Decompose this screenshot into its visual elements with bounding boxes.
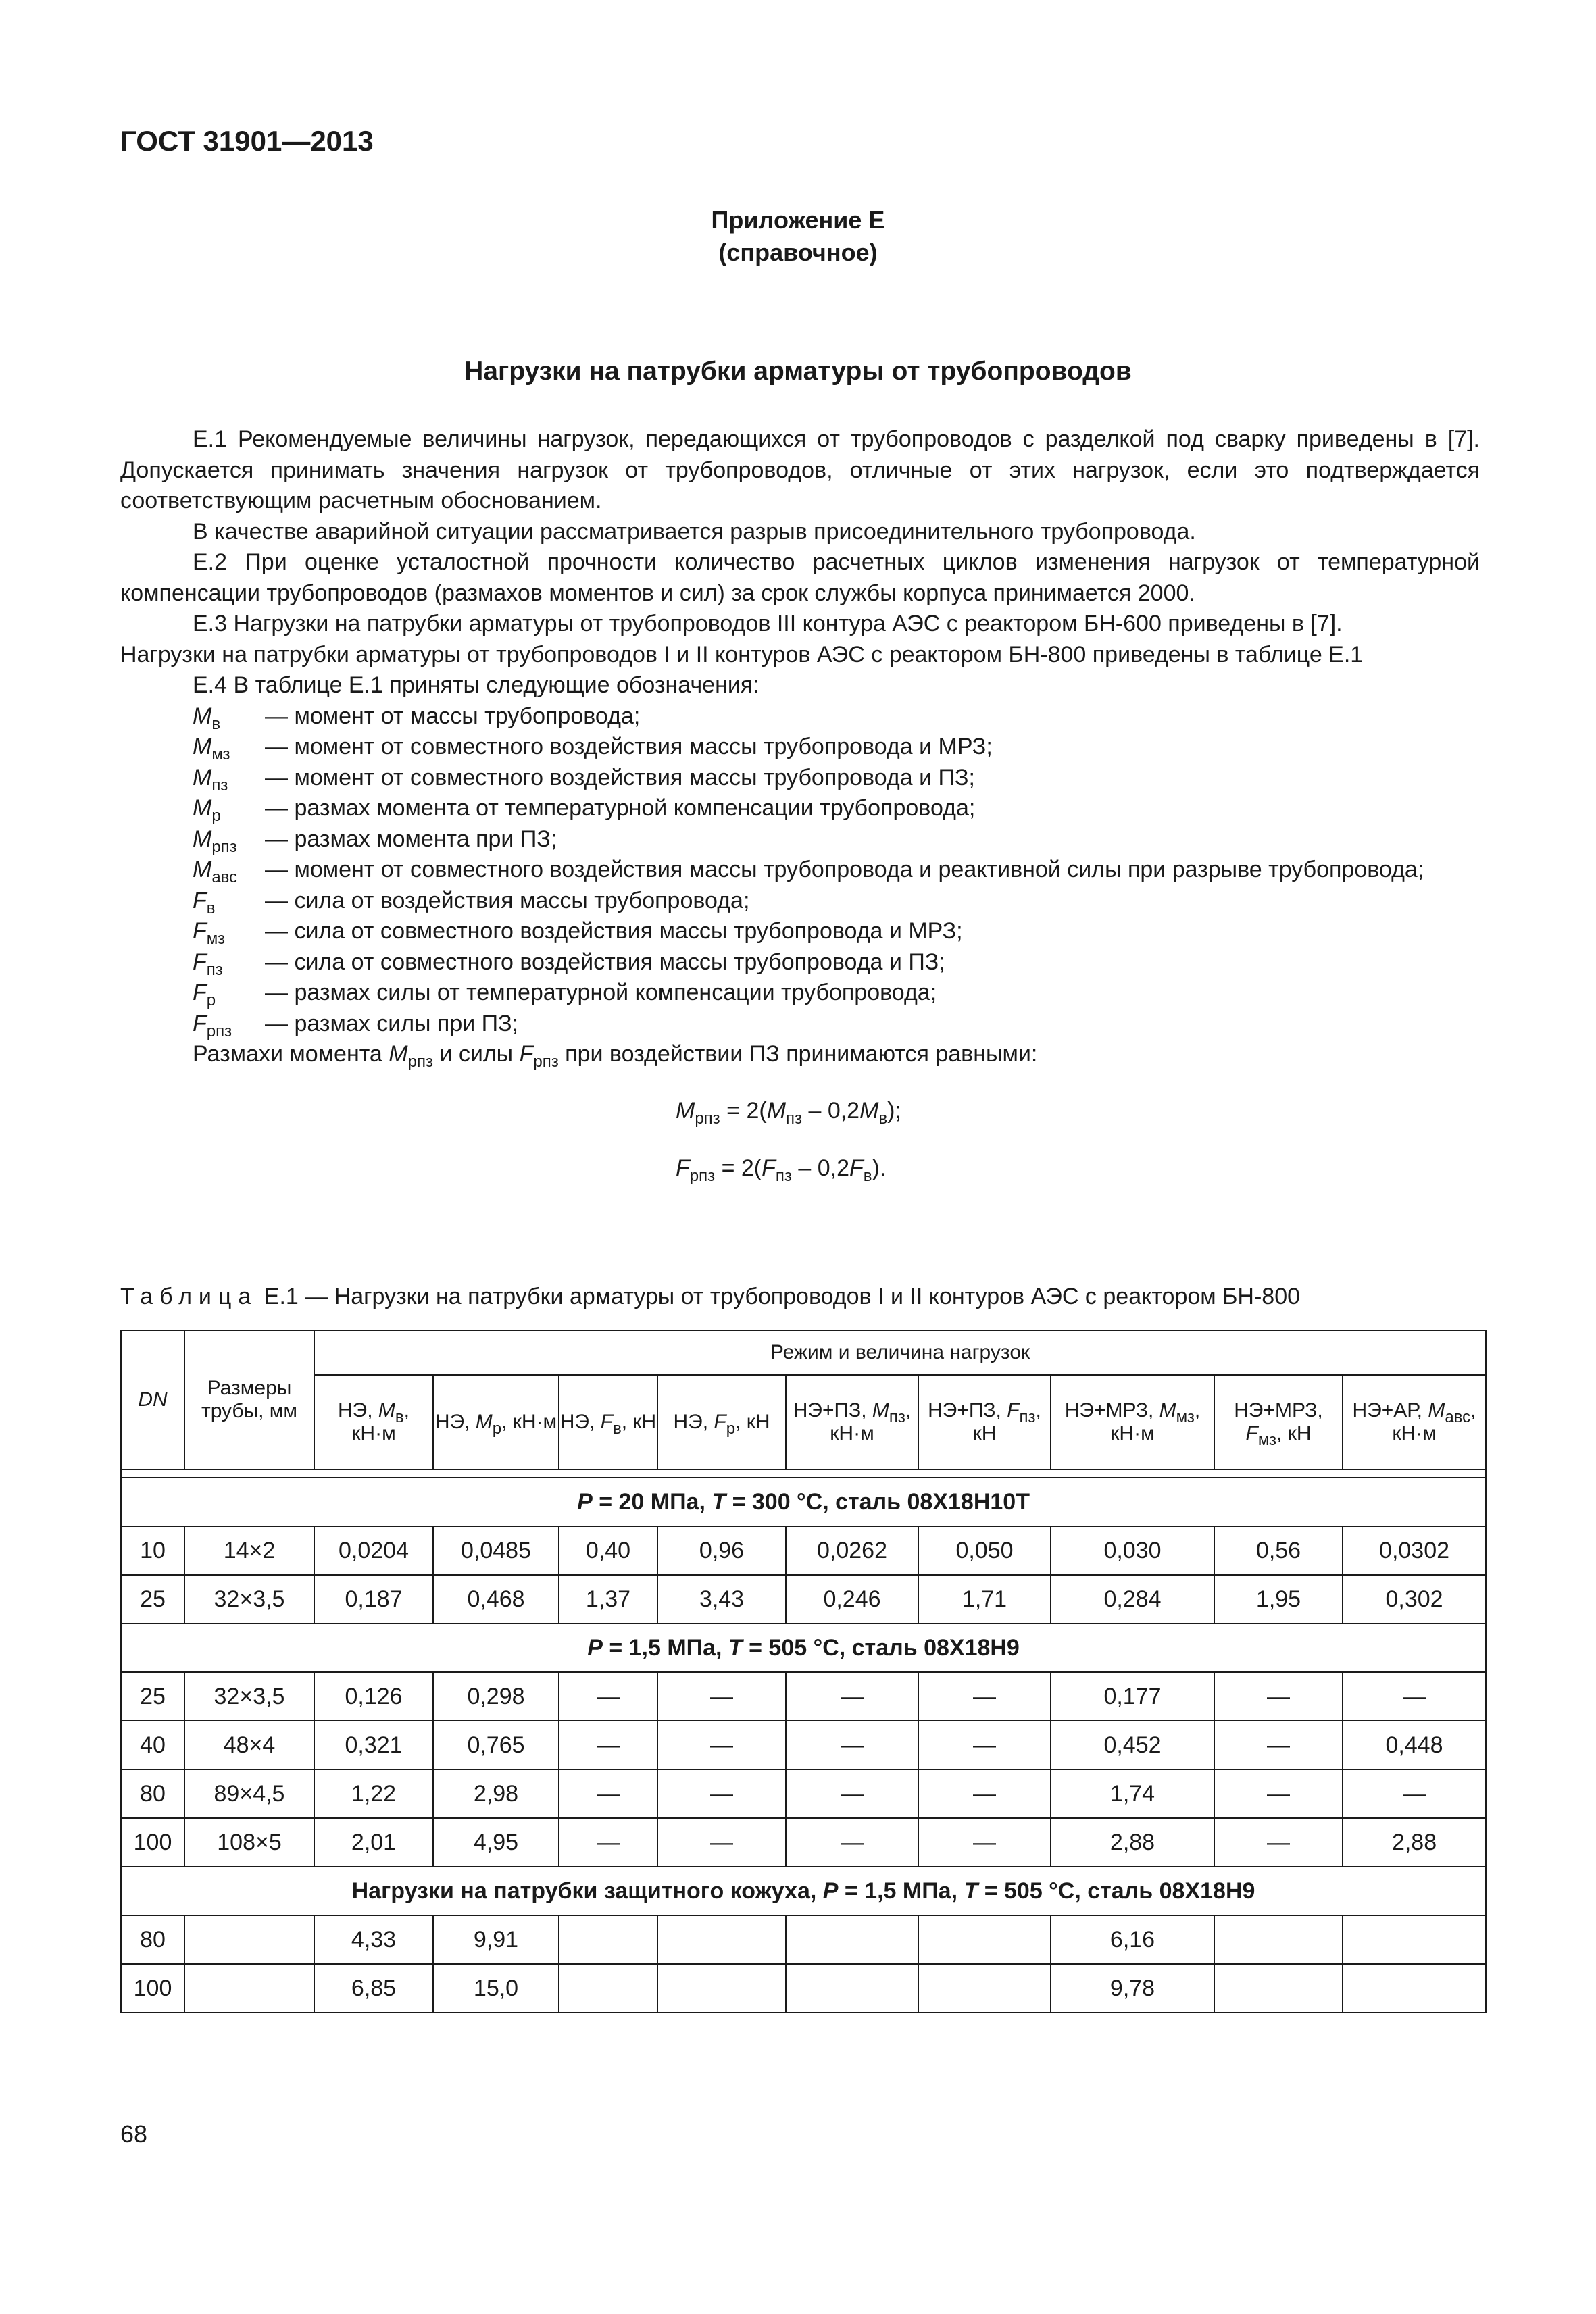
table-cell: 1,95 (1214, 1575, 1343, 1624)
table-cell (559, 1915, 657, 1964)
table-cell: 0,96 (657, 1526, 786, 1575)
table-cell: 0,302 (1343, 1575, 1486, 1624)
table-cell: 2,01 (314, 1818, 433, 1867)
definition-item (120, 916, 1480, 947)
header-column: НЭ, $M_в$, кН·м (314, 1375, 433, 1469)
loads-table (120, 1330, 1487, 2013)
group-title: Нагрузки на патрубки защитного кожуха, P = 1,5 МПа, T = 505 °С, сталь 08Х18Н9 (121, 1867, 1486, 1915)
table-cell (786, 1915, 918, 1964)
table-cell: — (918, 1721, 1051, 1769)
table-row (121, 1526, 1486, 1575)
table-cell (918, 1915, 1051, 1964)
paragraph-e3b: Нагрузки на патрубки арматуры от трубопроводов I и II контуров АЭС с реактором БН-800 приведены в таблице Е.1 (120, 641, 1364, 668)
table-row (121, 1964, 1486, 2013)
definition-symbol: $F_{пз}$ (193, 949, 223, 979)
table-cell: 0,298 (433, 1672, 559, 1721)
spacer-row (121, 1469, 1486, 1478)
table-cell: 0,0262 (786, 1526, 918, 1575)
header-column: НЭ+АР, $M_{авс}$, кН·м (1343, 1375, 1486, 1469)
body-text (120, 424, 1480, 1184)
table-cell: 0,0485 (433, 1526, 559, 1575)
standard-number: ГОСТ 31901—2013 (120, 125, 374, 157)
table-cell: 15,0 (433, 1964, 559, 2013)
table-cell: 0,452 (1051, 1721, 1214, 1769)
group-title: P = 1,5 МПа, T = 505 °С, сталь 08Х18Н9 (121, 1624, 1486, 1672)
table-cell: 100 (121, 1964, 184, 2013)
definition-symbol: $M_р$ (193, 795, 221, 825)
table-cell: — (918, 1818, 1051, 1867)
table-caption: Таблица Е.1 — Нагрузки на патрубки арматуры от трубопроводов I и II контуров АЭС с реактором БН-800 (120, 1284, 1301, 1309)
table-cell (184, 1964, 314, 2013)
formula-force: $F_{рпз} = 2(F_{пз} - 0,2F_в)$. (676, 1155, 887, 1185)
paragraph-e3a: Е.3 Нагрузки на патрубки арматуры от трубопроводов III контура АЭС с реактором БН-600 приведены в [7]. (193, 611, 1343, 636)
table-cell (184, 1915, 314, 1964)
table-cell: 10 (121, 1526, 184, 1575)
header-dn: DN (121, 1330, 184, 1469)
table-cell (918, 1964, 1051, 2013)
group-header-row (121, 1478, 1486, 1526)
definition-symbol: $M_{пз}$ (193, 764, 228, 795)
table-cell: 0,321 (314, 1721, 433, 1769)
table-header (121, 1330, 1486, 1469)
paragraph-e1: Е.1 Рекомендуемые величины нагрузок, передающихся от трубопроводов с разделкой под сварку приведены в [7]. Допускается принимать значения нагрузок от трубопроводов, отличные от этих нагрузок, если это подтверждается соответствующим расчетным обоснованием. (120, 426, 1480, 513)
table-cell: — (1214, 1721, 1343, 1769)
definition-item (120, 701, 1480, 732)
table-cell: 80 (121, 1915, 184, 1964)
header-column: НЭ, $F_р$, кН (657, 1375, 786, 1469)
definition-symbol: $F_р$ (193, 980, 216, 1009)
table-cell: — (918, 1769, 1051, 1818)
table-cell: 2,88 (1343, 1818, 1486, 1867)
table-cell: 0,177 (1051, 1672, 1214, 1721)
header-column: НЭ, $F_в$, кН (559, 1375, 657, 1469)
table-cell: 4,33 (314, 1915, 433, 1964)
definition-symbol: $F_{рпз}$ (193, 1010, 232, 1040)
table-cell: 0,284 (1051, 1575, 1214, 1624)
header-column: НЭ+МРЗ, $M_{мз}$, кН·м (1051, 1375, 1214, 1469)
table-cell: 0,050 (918, 1526, 1051, 1575)
definition-symbol: $M_{авс}$ (193, 857, 238, 886)
table-cell: — (559, 1672, 657, 1721)
table-cell: 32×3,5 (184, 1575, 314, 1624)
definition-text: — момент от совместного воздействия массы трубопровода и реактивной силы при разрыве трубопровода; (265, 857, 1424, 882)
definition-symbol: $F_{мз}$ (193, 918, 226, 948)
group-title: P = 20 МПа, T = 300 °С, сталь 08Х18Н10Т (121, 1478, 1486, 1526)
definition-item (120, 1009, 1480, 1040)
table-cell: 108×5 (184, 1818, 314, 1867)
table-cell: 40 (121, 1721, 184, 1769)
table-cell (786, 1964, 918, 2013)
definition-item (120, 763, 1480, 794)
table-cell (657, 1915, 786, 1964)
table-cell: 48×4 (184, 1721, 314, 1769)
definition-text: — момент от совместного воздействия массы трубопровода и ПЗ; (265, 764, 975, 790)
table-cell (1214, 1915, 1343, 1964)
appendix-subtitle: (справочное) (718, 238, 878, 266)
definition-item (120, 978, 1480, 1009)
definition-item (120, 947, 1480, 978)
formula-moment: $M_{рпз} = 2(M_{пз} - 0,2M_в)$; (676, 1097, 901, 1128)
table-row (121, 1721, 1486, 1769)
definition-item (120, 886, 1480, 917)
header-mode: Режим и величина нагрузок (314, 1330, 1486, 1375)
table-cell: 6,16 (1051, 1915, 1214, 1964)
table-cell: — (1343, 1769, 1486, 1818)
table-cell: 25 (121, 1575, 184, 1624)
table-row (121, 1575, 1486, 1624)
table-cell: — (1214, 1818, 1343, 1867)
table-cell: 80 (121, 1769, 184, 1818)
ranges-intro: Размахи момента $M_{рпз}$ и силы $F_{рпз}$ при воздействии ПЗ принимаются равными: (193, 1041, 1038, 1071)
table-cell: 0,40 (559, 1526, 657, 1575)
table-cell: 6,85 (314, 1964, 433, 2013)
table-cell: 25 (121, 1672, 184, 1721)
definition-text: — сила от воздействия массы трубопровода; (265, 887, 750, 913)
definitions-list (120, 701, 1480, 1040)
table-cell: — (559, 1818, 657, 1867)
table-cell: 0,468 (433, 1575, 559, 1624)
table-cell: 2,88 (1051, 1818, 1214, 1867)
table-cell: 0,126 (314, 1672, 433, 1721)
definition-symbol: $M_{мз}$ (193, 734, 230, 763)
header-row (121, 1330, 1486, 1375)
definition-item (120, 855, 1480, 886)
definition-item (120, 793, 1480, 824)
header-pipe-size: Размеры трубы, мм (184, 1330, 314, 1469)
table-cell: — (657, 1721, 786, 1769)
table-cell: 1,71 (918, 1575, 1051, 1624)
table-row (121, 1672, 1486, 1721)
table-cell: — (559, 1769, 657, 1818)
appendix-heading (0, 204, 1596, 269)
table-cell: 0,0302 (1343, 1526, 1486, 1575)
document-title: Нагрузки на патрубки арматуры от трубопроводов (464, 357, 1132, 386)
paragraph-emergency: В качестве аварийной ситуации рассматривается разрыв присоединительного трубопровода. (193, 518, 1196, 545)
definition-symbol: $F_в$ (193, 887, 216, 917)
table-cell: 0,187 (314, 1575, 433, 1624)
header-column: НЭ+ПЗ, $F_{пз}$, кН (918, 1375, 1051, 1469)
definition-text: — размах силы при ПЗ; (265, 1010, 519, 1036)
table-cell: 1,22 (314, 1769, 433, 1818)
table-cell: 0,448 (1343, 1721, 1486, 1769)
table-cell: 9,91 (433, 1915, 559, 1964)
group-header-row (121, 1624, 1486, 1672)
table-cell: 3,43 (657, 1575, 786, 1624)
table-cell: — (786, 1721, 918, 1769)
table-cell (559, 1964, 657, 2013)
page-number: 68 (120, 2120, 148, 2148)
table-cell: — (1214, 1769, 1343, 1818)
table-cell: 0,246 (786, 1575, 918, 1624)
definition-text: — сила от совместного воздействия массы трубопровода и ПЗ; (265, 949, 945, 975)
table-cell (657, 1964, 786, 2013)
table-row (121, 1915, 1486, 1964)
paragraph-e2: Е.2 При оценке усталостной прочности количество расчетных циклов изменения нагрузок от температурной компенсации трубопроводов (размахов моментов и сил) за срок службы корпуса принимается 2000. (120, 549, 1480, 606)
definition-text: — размах момента при ПЗ; (265, 826, 557, 852)
table-row (121, 1769, 1486, 1818)
table-cell: — (657, 1818, 786, 1867)
table-cell: 89×4,5 (184, 1769, 314, 1818)
table-cell: 2,98 (433, 1769, 559, 1818)
definition-text: — момент от совместного воздействия массы трубопровода и МРЗ; (265, 734, 993, 759)
table-cell: 1,37 (559, 1575, 657, 1624)
table-cell: 1,74 (1051, 1769, 1214, 1818)
table-cell (1343, 1964, 1486, 2013)
table-cell: — (657, 1769, 786, 1818)
table-cell: 9,78 (1051, 1964, 1214, 2013)
table-cell: — (1343, 1672, 1486, 1721)
header-column: НЭ+МРЗ, $F_{мз}$, кН (1214, 1375, 1343, 1469)
table-cell: 32×3,5 (184, 1672, 314, 1721)
table-cell: 4,95 (433, 1818, 559, 1867)
appendix-title: Приложение Е (711, 206, 885, 234)
table-cell (1214, 1964, 1343, 2013)
table-cell: — (786, 1769, 918, 1818)
table-cell: — (786, 1818, 918, 1867)
definition-text: — размах силы от температурной компенсации трубопровода; (265, 980, 937, 1005)
definition-text: — размах момента от температурной компенсации трубопровода; (265, 795, 976, 821)
definition-item (120, 732, 1480, 763)
table-cell: — (1214, 1672, 1343, 1721)
definition-text: — сила от совместного воздействия массы трубопровода и МРЗ; (265, 918, 963, 944)
table-cell: — (786, 1672, 918, 1721)
table-cell: 0,56 (1214, 1526, 1343, 1575)
definition-item (120, 824, 1480, 855)
table-cell: 0,030 (1051, 1526, 1214, 1575)
table-cell: 14×2 (184, 1526, 314, 1575)
table-cell: — (918, 1672, 1051, 1721)
definition-symbol: $M_в$ (193, 703, 221, 733)
paragraph-e4: Е.4 В таблице Е.1 приняты следующие обозначения: (193, 672, 759, 698)
definition-symbol: $M_{рпз}$ (193, 826, 237, 856)
table-cell: 0,765 (433, 1721, 559, 1769)
definition-text: — момент от массы трубопровода; (265, 703, 641, 729)
header-column: НЭ, $M_р$, кН·м (433, 1375, 559, 1469)
table-body (121, 1469, 1486, 2013)
table-cell: — (559, 1721, 657, 1769)
table-cell: 100 (121, 1818, 184, 1867)
table-cell (1343, 1915, 1486, 1964)
header-column: НЭ+ПЗ, $M_{пз}$, кН·м (786, 1375, 918, 1469)
table-cell: — (657, 1672, 786, 1721)
table-cell: 0,0204 (314, 1526, 433, 1575)
group-header-row (121, 1867, 1486, 1915)
table-row (121, 1818, 1486, 1867)
header-row (121, 1375, 1486, 1469)
